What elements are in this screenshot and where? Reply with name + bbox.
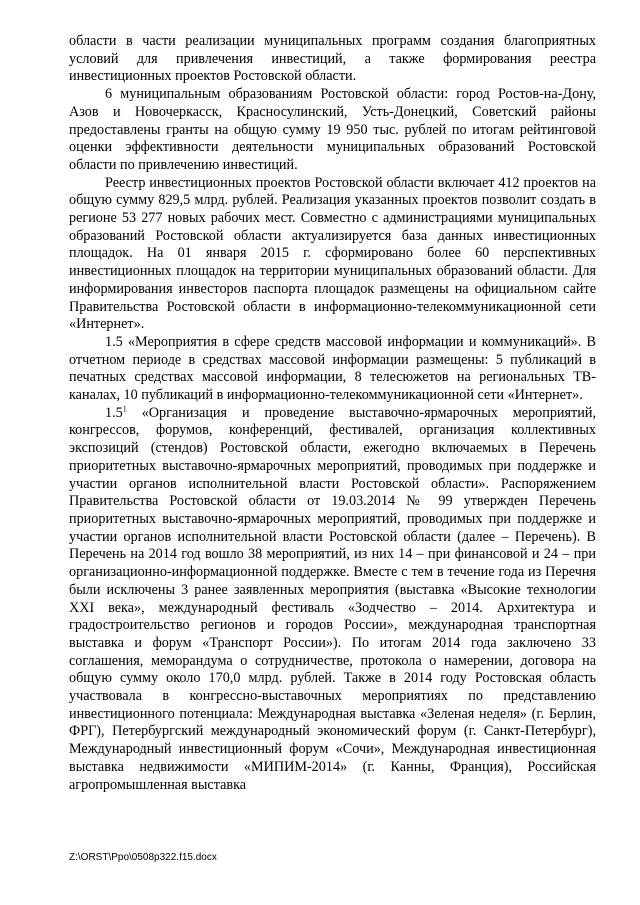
section-number-superscript: 1 bbox=[122, 404, 127, 414]
file-path-footer: Z:\ORST\Ppo\0508p322.f15.docx bbox=[69, 852, 217, 863]
paragraph-media-events: 1.5 «Мероприятия в сфере средств массовой информации и коммуникаций». В отчетном периоде в средствах массовой информации размещены: 5 публикаций в печатных средствах массовой информации, 8 телесюжетов на региональных ТВ-каналах, 10 публикаций в информационно-телекоммуникационной сети «Интернет». bbox=[69, 333, 596, 404]
paragraph-continuation: области в части реализации муниципальных программ создания благоприятных условий для привлечения инвестиций, а также формирования реестра инвестиционных проектов Ростовской области. bbox=[69, 33, 596, 85]
section-number: 1.5 bbox=[105, 404, 123, 421]
paragraph-investment-registry: Реестр инвестиционных проектов Ростовской области включает 412 проектов на общую сумму 829,5 млрд. рублей. Реализация указанных проектов позволит создать в регионе 53 277 новых рабочих мест. Совместно с администрациями муниципальных образований Ростовской области актуализируется база данных инвестиционных площадок. На 01 января 2015 г. сформировано более 60 перспективных инвестиционных площадок на территории муниципальных образований области. Для информирования инвесторов паспорта площадок размещены на официальном сайте Правительства Ростовской области в информационно-телекоммуникационной сети «Интернет». bbox=[69, 174, 596, 333]
paragraph-exhibitions-text: «Организация и проведение выставочно-ярмарочных мероприятий, конгрессов, форумов, конференций, фестивалей, организация коллективных экспозиций (стендов) Ростовской области, ежегодно включаемых в Перечень приоритетных выставочно-ярмарочных мероприятий, проводимых при поддержке и участии органов исполнительной власти Ростовской области». Распоряжением Правительства Ростовской области от 19.03.2014 № 99 утвержден Перечень приоритетных выставочно-ярмарочных мероприятий, проводимых при поддержке и участии органов исполнительной власти Ростовской области (далее – Перечень). В Перечень на 2014 год вошло 38 мероприятий, из них 14 – при финансовой и 24 – при организационно-информационной поддержке. Вместе с тем в течение года из Перечня были исключены 3 ранее заявленных мероприятия (выставка «Высокие технологии XXI века», международный фестиваль «Зодчество – 2014. Архитектура и градостроительство регионов и городов России», международная транспортная выставка и форум «Транспорт России»). По итогам 2014 года заключено 33 соглашения, меморандума о сотрудничестве, протокола о намерении, договора на общую сумму около 170,0 млрд. рублей. Также в 2014 году Ростовская область участвовала в конгрессно-выставочных мероприятиях по представлению инвестиционного потенциала: Международная выставка «Зеленая неделя» (г. Берлин, ФРГ), Петербургский международный экономический форум (г. Санкт-Петербург), Международный инвестиционный форум «Сочи», Международная инвестиционная выставка недвижимости «МИПИМ-2014» (г. Канны, Франция), Российская агропромышленная выставка bbox=[69, 404, 596, 793]
paragraph-exhibitions bbox=[69, 405, 596, 794]
document-body bbox=[69, 33, 596, 794]
paragraph-grants: 6 муниципальным образованиям Ростовской области: город Ростов-на-Дону, Азов и Новочеркасск, Красносулинский, Усть-Донецкий, Советский районы предоставлены гранты на общую сумму 19 950 тыс. рублей по итогам рейтинговой оценки эффективности деятельности муниципальных образований Ростовской области по привлечению инвестиций. bbox=[69, 86, 596, 173]
